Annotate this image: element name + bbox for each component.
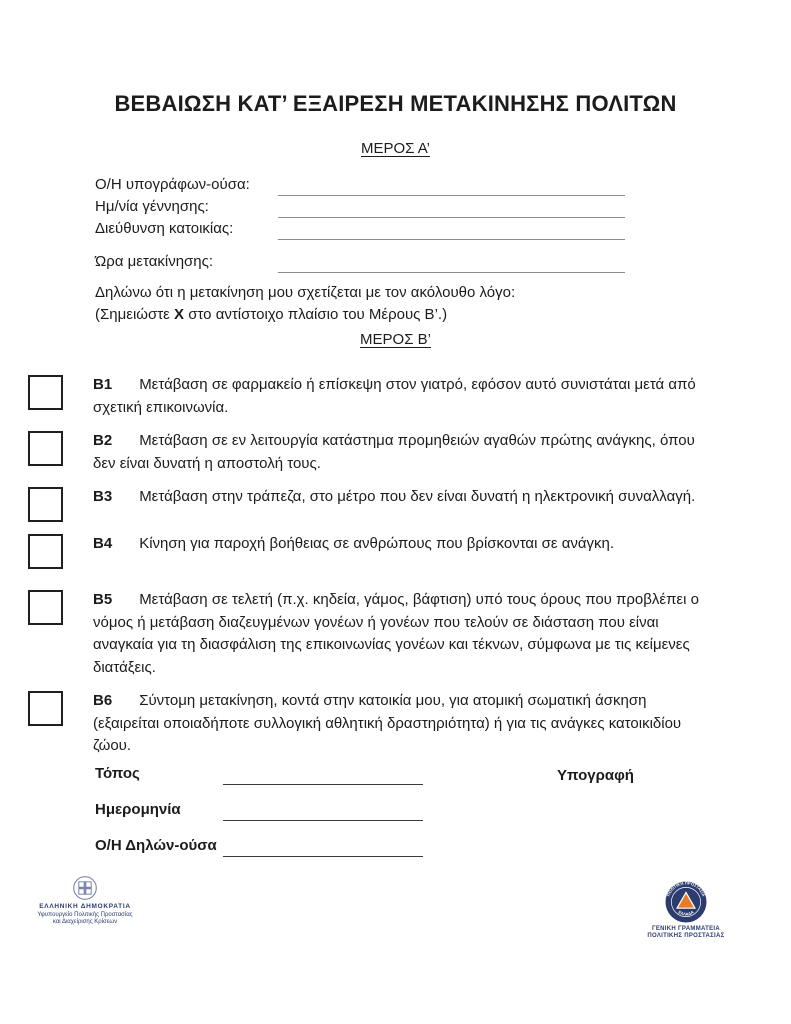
field-row-signatory — [95, 174, 625, 196]
reason-text-b2: B2 Μετάβαση σε εν λειτουργία κατάστημα προμηθειών αγαθών πρώτης ανάγκης, όπου δεν είναι δυνατή η αποστολή τους. — [93, 432, 695, 472]
signatory-input-line[interactable] — [278, 176, 625, 196]
list-item-b6 — [28, 690, 718, 758]
reason-code-b3: B3 — [93, 488, 113, 505]
left-logo-line3: και Διαχείρισης Κρίσεων — [52, 918, 118, 925]
field-row-declarant — [95, 834, 423, 857]
right-logo-line1: ΓΕΝΙΚΗ ΓΡΑΜΜΑΤΕΙΑ — [651, 926, 721, 932]
place-label: Τόπος — [95, 765, 140, 782]
reason-code-b2: B2 — [93, 432, 113, 449]
list-item-b2 — [28, 430, 718, 475]
birthdate-input-line[interactable] — [278, 198, 625, 218]
declaration-line2: (Σημειώστε X στο αντίστοιχο πλαίσιο του Μέρους Β’.) — [95, 306, 448, 323]
left-logo-line2: Υφυπουργείο Πολιτικής Προστασίας — [37, 911, 133, 918]
left-logo-line1: ΕΛΛΗΝΙΚΗ ΔΗΜΟΚΡΑΤΙΑ — [39, 903, 131, 910]
checkbox-b3[interactable] — [28, 487, 63, 522]
signatory-label: Ο/Η υπογράφων-ούσα: — [95, 176, 250, 193]
address-label: Διεύθυνση κατοικίας: — [95, 220, 234, 237]
reason-text-b1: B1 Μετάβαση σε φαρμακείο ή επίσκεψη στον γιατρό, εφόσον αυτό συνιστάται μετά από σχετική επικοινωνία. — [93, 376, 696, 416]
declaration-text — [95, 282, 715, 326]
declarant-label: Ο/Η Δηλών-ούσα — [95, 837, 217, 854]
checkbox-b5[interactable] — [28, 590, 63, 625]
list-item-b1 — [28, 374, 718, 419]
reason-code-b4: B4 — [93, 535, 113, 552]
civil-protection-logo — [644, 881, 728, 939]
reason-text-b3: B3 Μετάβαση στην τράπεζα, στο μέτρο που δεν είναι δυνατή η ηλεκτρονική συναλλαγή. — [93, 488, 696, 505]
civil-protection-badge-icon — [665, 881, 707, 923]
field-row-date — [95, 798, 423, 821]
checkbox-b1[interactable] — [28, 375, 63, 410]
declaration-line1: Δηλώνω ότι η μετακίνηση μου σχετίζεται με τον ακόλουθο λόγο: — [95, 284, 516, 301]
part-a-heading: ΜΕΡΟΣ Α’ — [360, 140, 430, 157]
page-title: ΒΕΒΑΙΩΣΗ ΚΑΤ’ ΕΞΑΙΡΕΣΗ ΜΕΤΑΚΙΝΗΣΗΣ ΠΟΛΙΤΩΝ — [114, 91, 677, 116]
hellenic-republic-logo — [20, 875, 150, 925]
badge-ring-top-text: ΠΟΛΙΤΙΚΗ ΠΡΟΣΤΑΣΙΑ — [665, 881, 707, 897]
field-row-birthdate — [95, 196, 625, 218]
checkbox-b4[interactable] — [28, 534, 63, 569]
reason-text-b4: B4 Κίνηση για παροχή βοήθειας σε ανθρώπους που βρίσκονται σε ανάγκη. — [93, 535, 615, 552]
movement-time-label: Ώρα μετακίνησης: — [95, 253, 214, 270]
right-logo-line2: ΠΟΛΙΤΙΚΗΣ ΠΡΟΣΤΑΣΙΑΣ — [647, 933, 725, 939]
field-row-movement-time — [95, 251, 625, 273]
list-item-b4 — [28, 533, 718, 569]
reason-code-b5: B5 — [93, 591, 113, 608]
birthdate-label: Ημ/νία γέννησης: — [95, 198, 209, 215]
reason-code-b1: B1 — [93, 376, 113, 393]
address-input-line[interactable] — [278, 220, 625, 240]
signature-label: Υπογραφή — [557, 767, 634, 784]
movement-time-input-line[interactable] — [278, 253, 625, 273]
footer-fields — [95, 762, 423, 870]
reason-list — [28, 374, 718, 769]
part-a-fields — [95, 174, 625, 273]
field-row-address — [95, 218, 625, 240]
list-item-b5 — [28, 589, 718, 679]
hellenic-republic-emblem-icon — [72, 875, 98, 901]
list-item-b3 — [28, 486, 718, 522]
mark-x-instruction: X — [174, 306, 185, 323]
place-input-line[interactable] — [223, 763, 423, 785]
checkbox-b6[interactable] — [28, 691, 63, 726]
field-row-place — [95, 762, 423, 785]
badge-ring-bottom-text: ΕΛΛΑΔΑ — [677, 909, 695, 917]
reason-text-b6: B6 Σύντομη μετακίνηση, κοντά στην κατοικία μου, για ατομική σωματική άσκηση (εξαιρείται οποιαδήποτε συλλογική αθλητική δραστηριότητα) ή για τις ανάγκες κατοικιδίου ζώου. — [93, 692, 682, 754]
date-label: Ημερομηνία — [95, 801, 181, 818]
declarant-input-line[interactable] — [223, 835, 423, 857]
reason-code-b6: B6 — [93, 692, 113, 709]
checkbox-b2[interactable] — [28, 431, 63, 466]
reason-text-b5: B5 Μετάβαση σε τελετή (π.χ. κηδεία, γάμος, βάφτιση) υπό τους όρους που προβλέπει ο νόμος ή μετάβαση διαζευγμένων γονέων ή γονέων που τελούν σε διάσταση που είναι αναγκαία για τη διασφάλιση της επικοινωνίας γονέων και τέκνων, σύμφωνα με τις κείμενες διατάξεις. — [93, 591, 699, 676]
date-input-line[interactable] — [223, 799, 423, 821]
part-b-heading: ΜΕΡΟΣ Β’ — [360, 331, 431, 348]
